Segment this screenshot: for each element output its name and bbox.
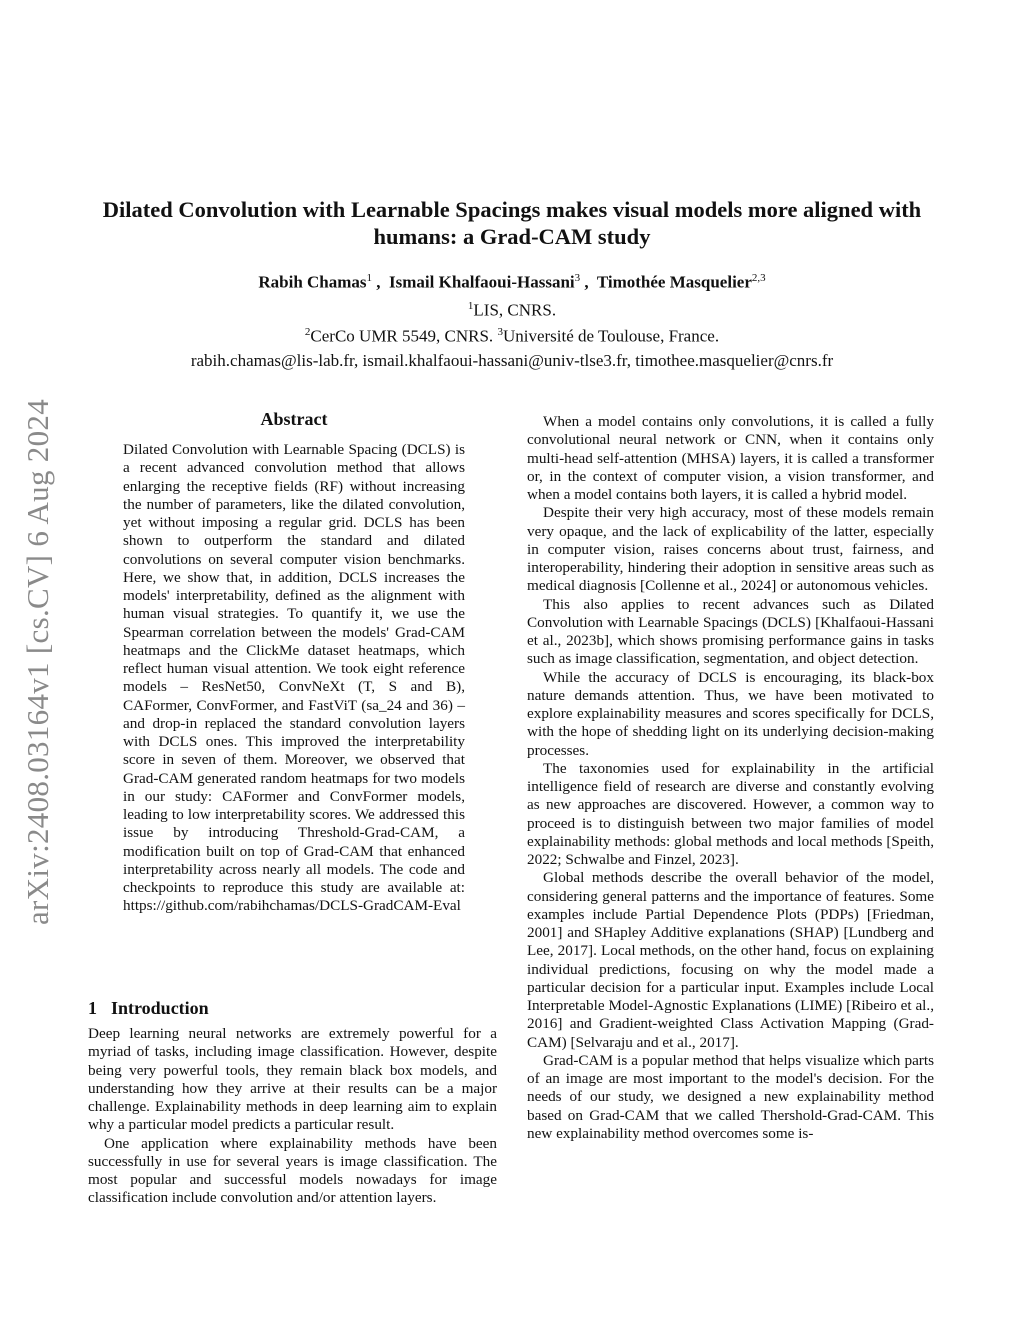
section-number: 1 (88, 998, 97, 1018)
paper-title: Dilated Convolution with Learnable Spacings makes visual models more aligned with humans: a Grad-CAM study (102, 197, 922, 249)
right-column (527, 413, 934, 1143)
paragraph: The taxonomies used for explainability in the artificial intelligence field of research are diverse and constantly evolving as new approaches are discovered. However, a common way to proceed is to distinguish between two major families of model explainability methods: global methods and local methods [Speith, 2022; Schwalbe and Finzel, 2023]. (527, 759, 934, 868)
paragraph: When a model contains only convolutions, it is called a fully convolutional neural network or CNN, when it contains only multi-head self-attention (MHSA) layers, it is called a transformer or, in the context of computer vision, a vision transformer, and when a model contains both layers, it is called a hybrid model. (527, 413, 934, 503)
affiliation-text: Université de Toulouse, France. (502, 326, 720, 346)
author-list: Rabih Chamas$^1$ , Ismail Khalfaoui-Hassani$^3$ , Timothée Masquelier$^{2,3}$ (258, 272, 766, 292)
sup: 3 (497, 326, 503, 338)
abstract-body (123, 441, 465, 916)
paragraph: Despite their very high accuracy, most of these models remain very opaque, and the lack of explicability of the latter, especially in computer vision, raises concerns about trust, fairness, and interoperability, hindering their adoption in sensitive areas such as medical diagnosis [Collenne et al., 2024] or autonomous vehicles. (527, 504, 934, 595)
sup: 1 (467, 300, 474, 312)
paragraph: Global methods describe the overall behavior of the model, considering general patterns and the importance of features. Some examples include Partial Dependence Plots (PDPs) [Friedman, 2001] and SHapley Additive explanations (SHAP) [Lundberg and Lee, 2017]. Local methods, on the other hand, focus on explaining individual predictions, focusing on why the model made a particular decision for a particular input. Examples include Local Interpretable Model-Agnostic Explanations (LIME) [Ribeiro et al., 2016] and Gradient-weighted Class Activation Mapping (Grad-CAM) [Selvaraju and et al., 2017]. (527, 869, 934, 1051)
paragraph: One application where explainability methods have been successfully in use for several years is image classification. The most popular and successful models nowadays for image classification include convolution and/or attention layers. (88, 1134, 497, 1207)
affiliation-text: LIS, CNRS. (473, 300, 557, 320)
author: Rabih Chamas (258, 272, 367, 292)
author-sup: 2,3 (751, 272, 766, 284)
section-title: Introduction (111, 998, 209, 1018)
abstract-heading: Abstract (260, 409, 328, 429)
author: Timothée Masquelier (596, 272, 752, 292)
paragraph: This also applies to recent advances such as Dilated Convolution with Learnable Spacings (DCLS) [Khalfaoui-Hassani et al., 2023b], which shows promising performance gains in tasks such as image classification, segmentation, and object detection. (527, 595, 934, 668)
section-heading-introduction (88, 998, 223, 1019)
abstract-text: Dilated Convolution with Learnable Spacing (DCLS) is a recent advanced convolution method that allows enlarging the receptive fields (RF) without increasing the number of parameters, like the dilated convolution, yet without imposing a regular grid. DCLS has been shown to outperform the standard and dilated convolutions on several computer vision benchmarks. Here, we show that, in addition, DCLS increases the models' interpretability, defined as the alignment with human visual strategies. To quantify it, we use the Spearman correlation between the models' Grad-CAM heatmaps and the ClickMe dataset heatmaps, which reflect human visual attention. We took eight reference models – ResNet50, ConvNeXt (T, S and B), CAFormer, ConvFormer, and FastViT (sa_24 and 36) – and drop-in replaced the standard convolution layers with DCLS ones. This improved the interpretability score in seven of them. Moreover, we observed that Grad-CAM generated random heatmaps for two models in our study: CAFormer and ConvFormer models, leading to low interpretability scores. We addressed this issue by introducing Threshold-Grad-CAM, a modification built on top of Grad-CAM that enhanced interpretability across nearly all models. The code and checkpoints to reproduce this study are available at: https://github.com/rabihchamas/DCLS-GradCAM-Eval (123, 441, 465, 915)
arxiv-identifier: arXiv:2408.03164v1 [cs.CV] 6 Aug 2024 (20, 398, 55, 925)
affiliation-2 (80, 326, 944, 347)
paragraph: Grad-CAM is a popular method that helps visualize which parts of an image are most important to the model's decision. For the needs of our study, we designed a new explainability method based on Grad-CAM that we called Thershold-Grad-CAM. This new explainability method overcomes some is- (527, 1051, 934, 1142)
affiliation-1 (80, 300, 944, 321)
author-sup: 1 (366, 272, 373, 284)
author: Ismail Khalfaoui-Hassani (389, 272, 575, 292)
author-sup: 3 (574, 272, 581, 284)
paragraph: While the accuracy of DCLS is encouraging, its black-box nature demands attention. Thus, we have been motivated to explore explainability measures and scores specifically for DCLS, with the hope of shedding light on its underlying decision-making processes. (527, 668, 934, 759)
paragraph: Deep learning neural networks are extremely powerful for a myriad of tasks, including image classification. However, despite being very powerful tools, they remain black box models, and understanding how they arrive at their results can be a major challenge. Explainability methods in deep learning aim to explain why a particular model predicts a particular result. (88, 1025, 497, 1134)
author-emails: rabih.chamas@lis-lab.fr, ismail.khalfaoui-hassani@univ-tlse3.fr, timothee.masquelier@cnrs.fr (190, 351, 834, 370)
sup: 2 (304, 326, 311, 338)
intro-left-column (88, 1025, 497, 1208)
affiliation-text: CerCo UMR 5549, CNRS. (310, 326, 498, 346)
